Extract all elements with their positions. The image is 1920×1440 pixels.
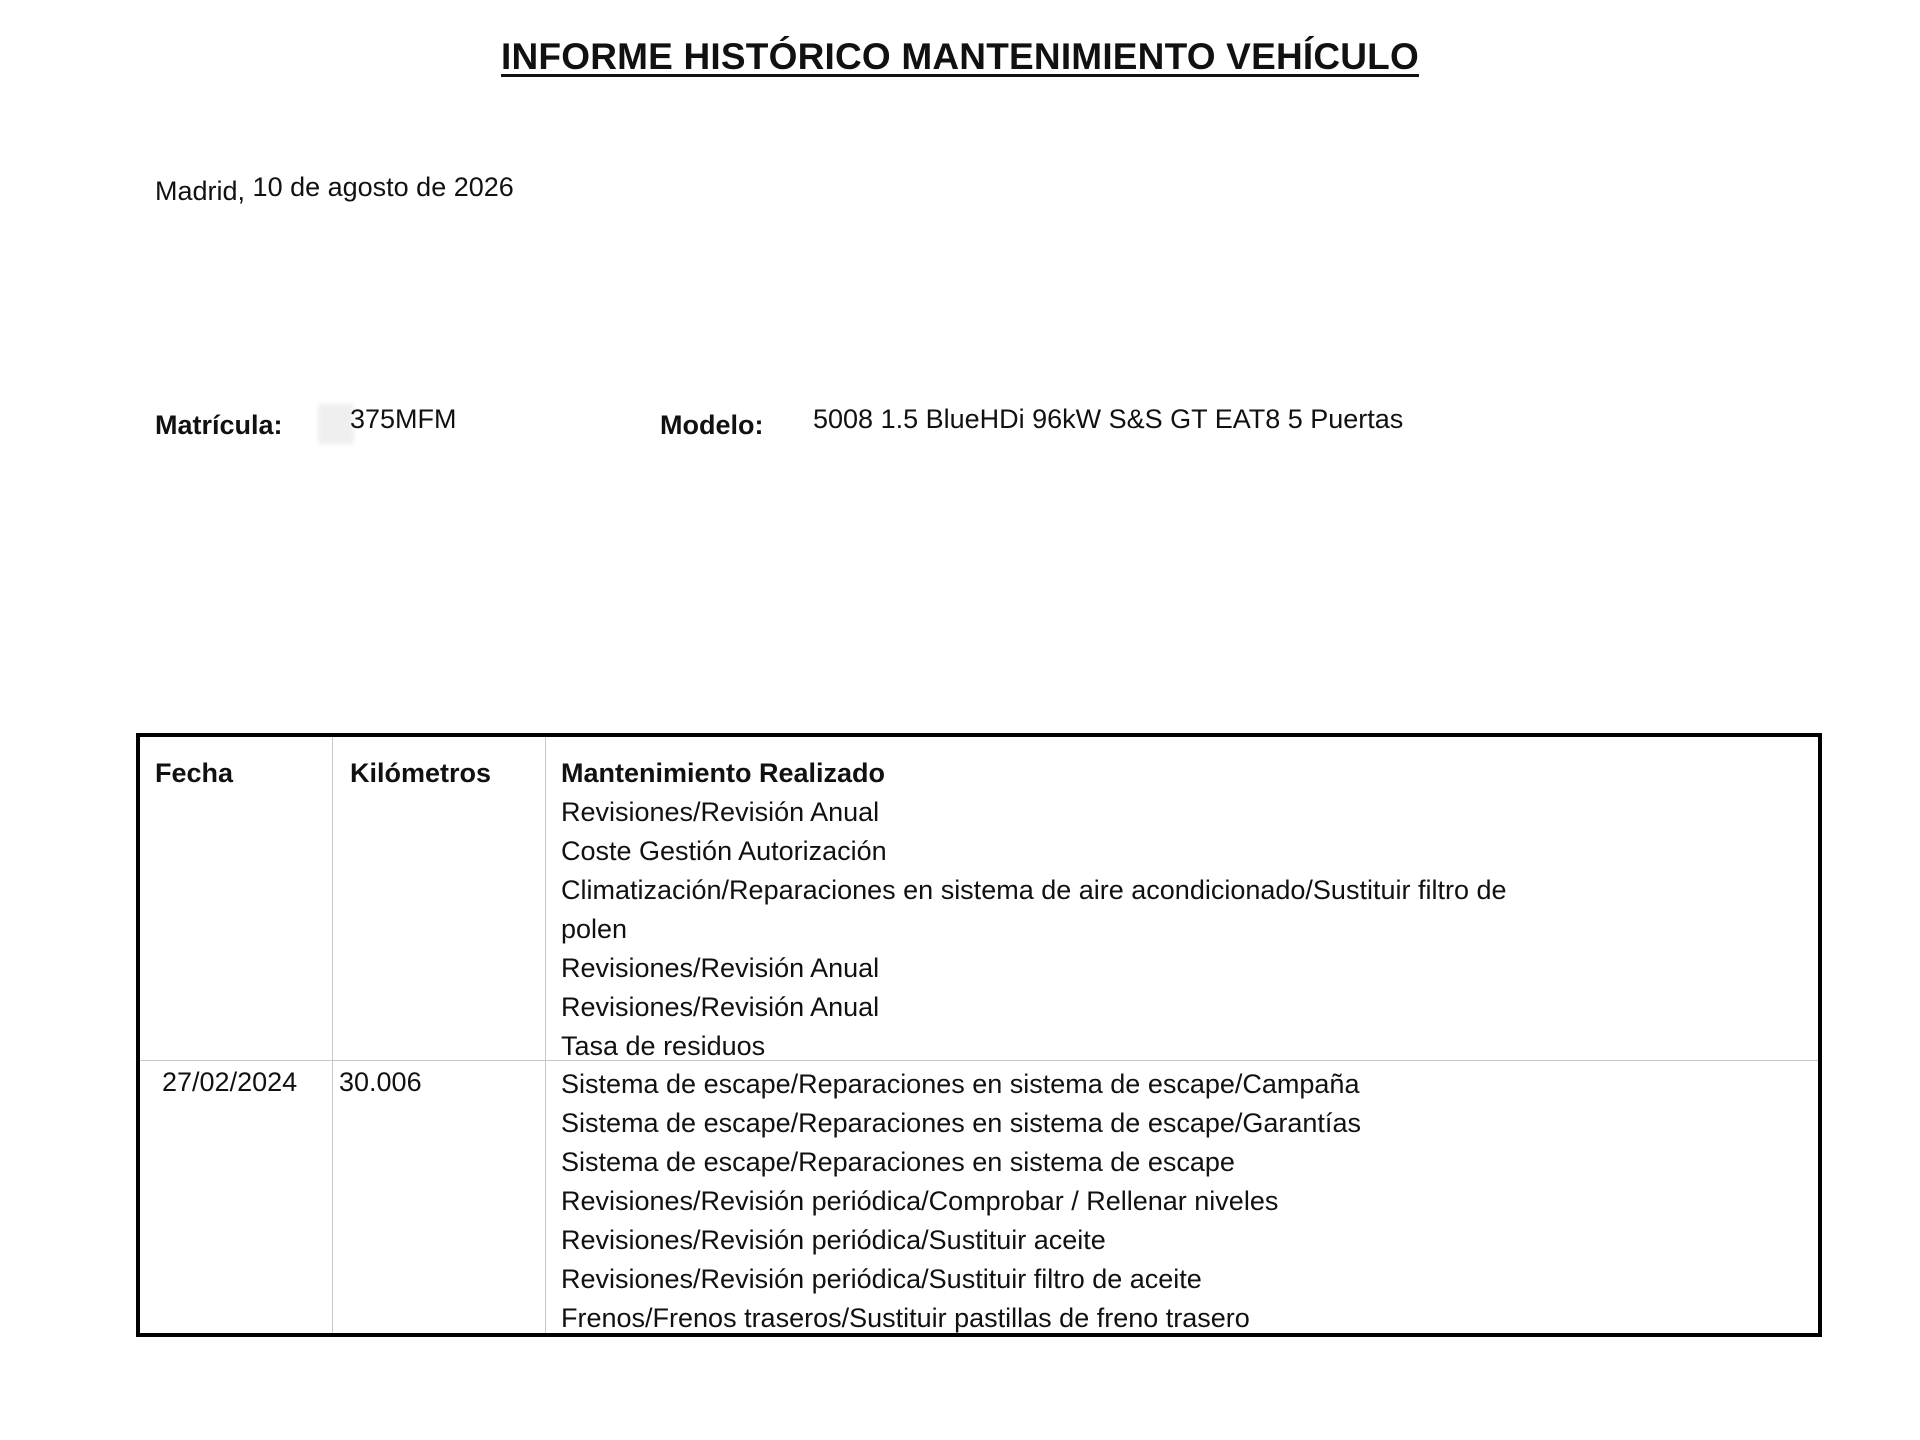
column-divider <box>332 737 333 1333</box>
plate-redaction <box>318 404 354 444</box>
list-item: Revisiones/Revisión Anual <box>561 797 880 827</box>
maintenance-history-table <box>136 733 1822 1337</box>
list-item: Sistema de escape/Reparaciones en sistema de escape/Garantías <box>561 1108 1361 1138</box>
list-item: Revisiones/Revisión Anual <box>561 953 880 983</box>
model-value: 5008 1.5 BlueHDi 96kW S&S GT EAT8 5 Puertas <box>813 404 1404 434</box>
header-km: Kilómetros <box>350 758 492 788</box>
list-item: Revisiones/Revisión Anual <box>561 992 880 1022</box>
report-title: INFORME HISTÓRICO MANTENIMIENTO VEHÍCULO <box>501 36 1419 77</box>
list-item: Sistema de escape/Reparaciones en sistema de escape/Campaña <box>561 1069 1360 1099</box>
model-label: Modelo: <box>660 410 764 440</box>
header-date: Fecha <box>155 758 234 788</box>
row-date: 27/02/2024 <box>162 1067 298 1097</box>
list-item: Tasa de residuos <box>561 1031 766 1061</box>
list-item: Revisiones/Revisión periódica/Comprobar / Rellenar niveles <box>561 1186 1279 1216</box>
column-divider <box>545 737 546 1333</box>
plate-label: Matrícula: <box>155 410 283 440</box>
header-maintenance: Mantenimiento Realizado <box>561 758 886 788</box>
list-item: polen <box>561 914 628 944</box>
place: Madrid, <box>155 176 246 206</box>
row-km: 30.006 <box>339 1067 422 1097</box>
list-item: Frenos/Frenos traseros/Sustituir pastillas de freno trasero <box>561 1303 1250 1333</box>
list-item: Sistema de escape/Reparaciones en sistema de escape <box>561 1147 1235 1177</box>
place-date <box>155 172 514 206</box>
report-date: 10 de agosto de 2026 <box>252 172 514 202</box>
plate-value: 375MFM <box>350 404 457 434</box>
list-item: Climatización/Reparaciones en sistema de aire acondicionado/Sustituir filtro de <box>561 875 1507 905</box>
list-item: Coste Gestión Autorización <box>561 836 887 866</box>
table-row <box>561 754 1507 1066</box>
list-item: Revisiones/Revisión periódica/Sustituir filtro de aceite <box>561 1264 1202 1294</box>
table-row <box>561 1065 1361 1338</box>
vehicle-info <box>155 404 1655 454</box>
list-item: Revisiones/Revisión periódica/Sustituir aceite <box>561 1225 1106 1255</box>
